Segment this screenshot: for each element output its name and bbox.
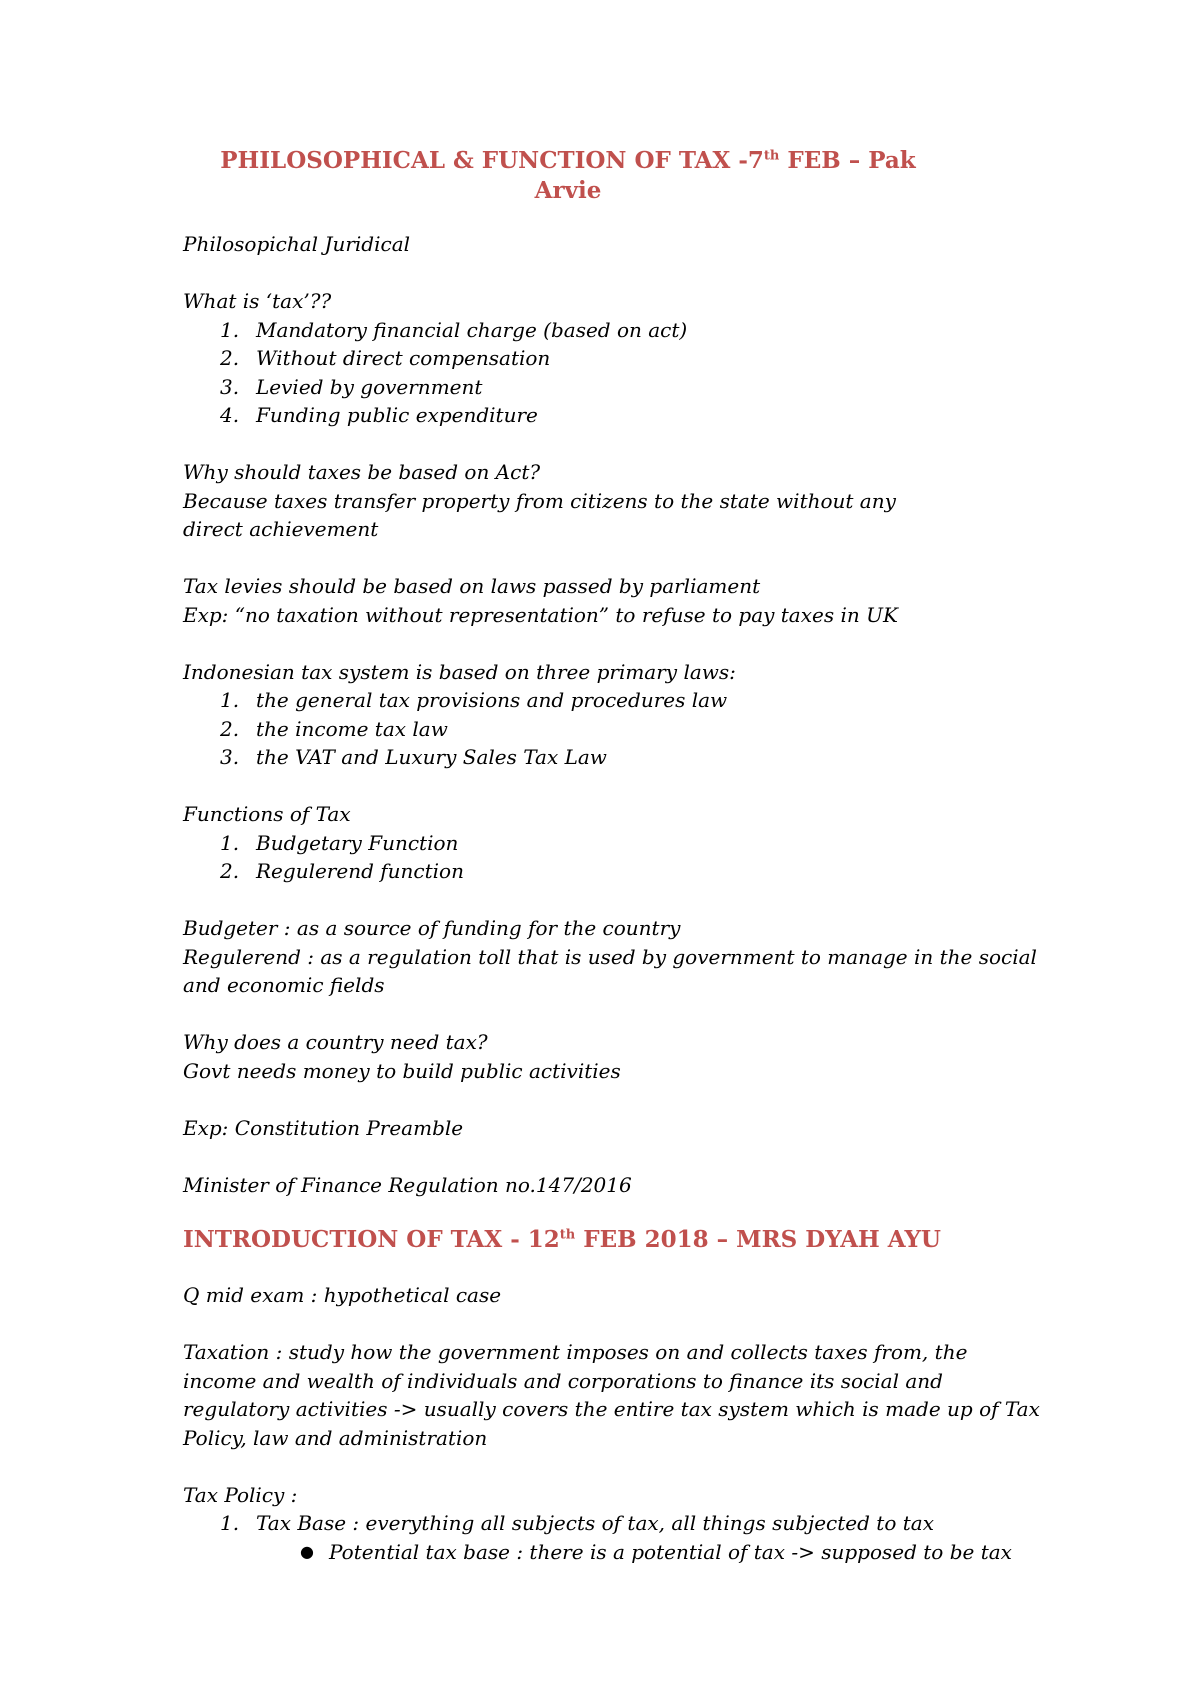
- list-item: 3. the VAT and Luxury Sales Tax Law: [220, 745, 607, 769]
- functions-line: Functions of Tax: [183, 802, 351, 826]
- functions-list: [183, 829, 1043, 886]
- heading-superscript: th: [763, 148, 780, 164]
- list-item: 3. Levied by government: [220, 374, 483, 399]
- why-act-question: Why should taxes be based on Act?: [183, 460, 541, 484]
- what-is-tax-line: What is ‘tax’??: [183, 289, 332, 313]
- tax-policy-line: Tax Policy :: [183, 1482, 298, 1507]
- why-country-question: Why does a country need tax?: [183, 1030, 488, 1054]
- levies-line: Tax levies should be based on laws passed by parliament: [183, 574, 761, 598]
- list-item: 2. Without direct compensation: [220, 346, 551, 370]
- heading-superscript: th: [559, 1227, 576, 1243]
- levies-example: Exp: “no taxation without representation” to refuse to pay taxes in UK: [183, 602, 898, 627]
- heading-text: PHILOSOPHICAL & FUNCTION OF TAX -7: [220, 147, 764, 174]
- heading-text: FEB 2018 – MRS DYAH AYU: [575, 1226, 941, 1253]
- tax-base-bullets: [183, 1538, 1043, 1567]
- q-mid-line: Q mid exam : hypothetical case: [183, 1283, 502, 1307]
- list-item: ● Potential tax base : there is a potential of tax -> supposed to be tax: [183, 1538, 1043, 1567]
- philosophical-line: Philosopichal Juridical: [183, 232, 411, 256]
- constitution-example: Exp: Constitution Preamble: [183, 1115, 464, 1140]
- why-country-answer: Govt needs money to build public activities: [183, 1058, 621, 1083]
- what-is-tax-list: [183, 316, 1043, 430]
- heading-text: INTRODUCTION OF TAX - 12: [183, 1226, 560, 1253]
- section2-heading: [183, 1225, 1043, 1255]
- list-item: 4. Funding public expenditure: [220, 403, 538, 427]
- regulerend-line: Regulerend : as a regulation toll that is used by government to manage in the social and economic fields: [183, 944, 1037, 997]
- budgeter-line: Budgeter : as a source of funding for the country: [183, 916, 681, 940]
- taxation-paragraph: Taxation : study how the government imposes on and collects taxes from, the income and wealth of individuals and corporations to finance its social and regulatory activities -> usually covers the entire tax system which is made up of Tax Policy, law and administration: [183, 1340, 1040, 1450]
- list-item: 1. the general tax provisions and procedures law: [220, 688, 728, 712]
- document-content: [183, 146, 1043, 1566]
- minister-regulation: Minister of Finance Regulation no.147/2016: [183, 1172, 632, 1197]
- list-item: 2. the income tax law: [220, 716, 448, 741]
- bullet-icon: ●: [300, 1541, 314, 1561]
- indonesian-laws-list: [183, 686, 1043, 772]
- heading-text: FEB – Pak Arvie: [534, 147, 916, 204]
- indonesian-line: Indonesian tax system is based on three primary laws:: [183, 659, 736, 684]
- list-item: 2. Regulerend function: [220, 859, 464, 883]
- list-item: 1. Budgetary Function: [220, 830, 459, 855]
- list-item: 1. Tax Base : everything all subjects of tax, all things subjected to tax: [220, 1511, 934, 1535]
- tax-policy-list: [183, 1509, 1043, 1538]
- section1-heading: [183, 146, 953, 206]
- list-item: 1. Mandatory financial charge (based on act): [220, 317, 688, 342]
- why-act-answer: Because taxes transfer property from citizens to the state without any direct achievement: [183, 488, 896, 541]
